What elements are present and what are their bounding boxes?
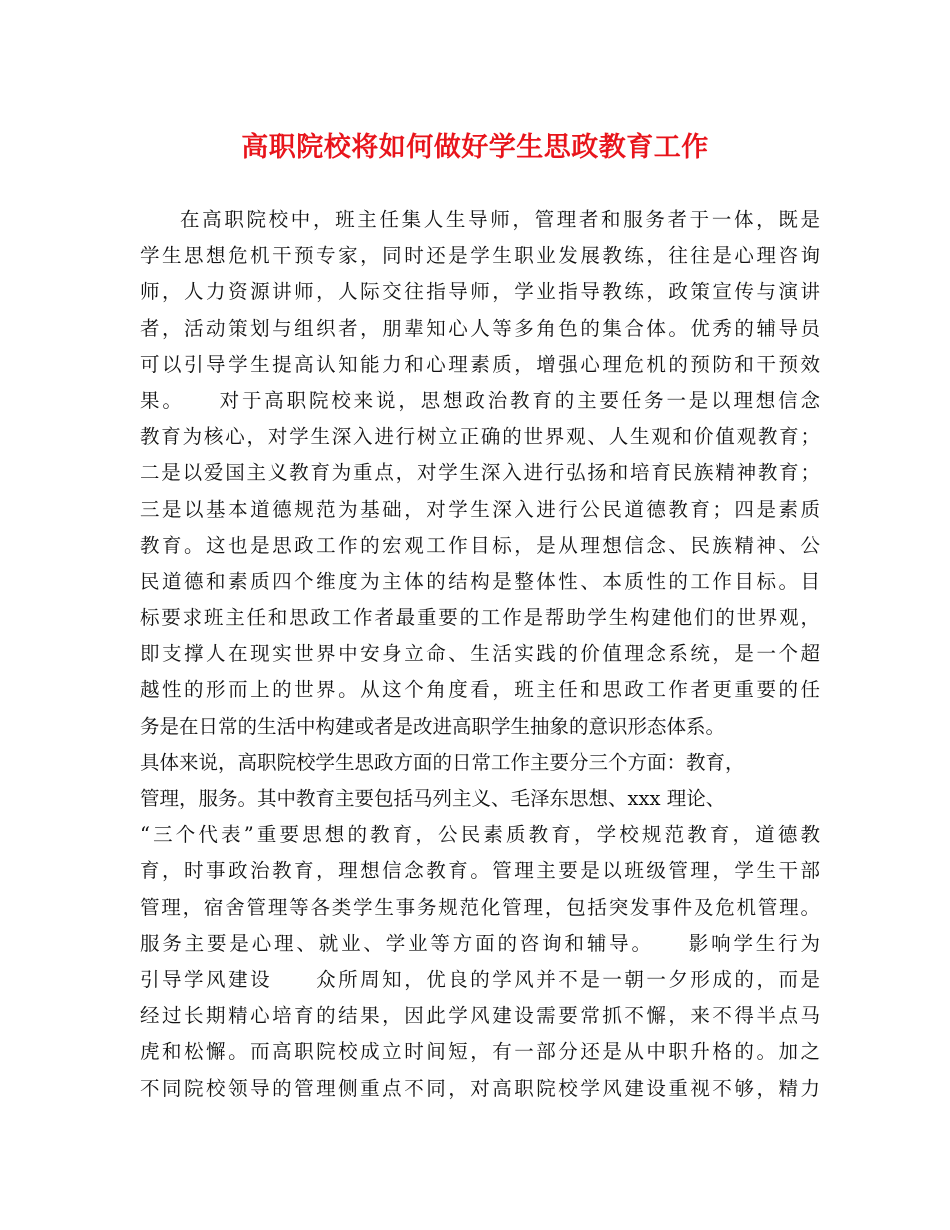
document-title: 高职院校将如何做好学生思政教育工作	[241, 132, 709, 163]
body-line: 管理，服务。其中教育主要包括马列主义、毛泽东思想、xxx 理论、	[140, 787, 726, 810]
body-line: 教育为核心，对学生深入进行树立正确的世界观、人生观和价值观教育；	[140, 425, 820, 449]
body-line: 者，活动策划与组织者，朋辈知心人等多角色的集合体。优秀的辅导员	[140, 316, 820, 340]
body-line: 不同院校领导的管理侧重点不同，对高职院校学风建设重视不够，精力	[140, 1076, 820, 1100]
body-line: 三是以基本道德规范为基础，对学生深入进行公民道德教育；四是素质	[140, 497, 820, 521]
body-line: 在高职院校中，班主任集人生导师，管理者和服务者于一体，既是	[180, 208, 820, 231]
body-line: 具体来说，高职院校学生思政方面的日常工作主要分三个方面：教育，	[140, 750, 745, 774]
body-line: 越性的形而上的世界。从这个角度看，班主任和思政工作者更重要的任	[140, 678, 820, 702]
body-line: “三个代表”重要思想的教育，公民素质教育，学校规范教育，道德教	[140, 823, 820, 847]
body-line: 师，人力资源讲师，人际交往指导师，学业指导教练，政策宣传与演讲	[140, 280, 820, 304]
body-line: 即支撑人在现实世界中安身立命、生活实践的价值理念系统，是一个超	[140, 642, 820, 666]
body-line: 教育。这也是思政工作的宏观工作目标，是从理想信念、民族精神、公	[140, 533, 820, 557]
body-line: 引导学风建设 众所周知，优良的学风并不是一朝一夕形成的，而是	[140, 967, 820, 991]
body-line: 经过长期精心培育的结果，因此学风建设需要常抓不懈，来不得半点马	[140, 1004, 820, 1028]
body-line: 民道德和素质四个维度为主体的结构是整体性、本质性的工作目标。目	[140, 569, 820, 593]
body-line: 二是以爱国主义教育为重点，对学生深入进行弘扬和培育民族精神教育；	[140, 461, 820, 485]
body-line: 务是在日常的生活中构建或者是改进高职学生抽象的意识形态体系。	[140, 714, 726, 738]
body-line: 学生思想危机干预专家，同时还是学生职业发展教练，往往是心理咨询	[140, 244, 820, 268]
body-line: 育，时事政治教育，理想信念教育。管理主要是以班级管理，学生干部	[140, 859, 820, 883]
body-line: 果。 对于高职院校来说，思想政治教育的主要任务一是以理想信念	[140, 388, 820, 412]
body-line: 管理，宿舍管理等各类学生事务规范化管理，包括突发事件及危机管理。	[140, 895, 820, 919]
body-line: 可以引导学生提高认知能力和心理素质，增强心理危机的预防和干预效	[140, 352, 820, 376]
body-line: 服务主要是心理、就业、学业等方面的咨询和辅导。 影响学生行为	[140, 931, 820, 955]
document-body	[140, 202, 820, 1107]
body-line: 虎和松懈。而高职院校成立时间短，有一部分还是从中职升格的。加之	[140, 1040, 820, 1064]
body-line: 标要求班主任和思政工作者最重要的工作是帮助学生构建他们的世界观，	[140, 606, 820, 630]
